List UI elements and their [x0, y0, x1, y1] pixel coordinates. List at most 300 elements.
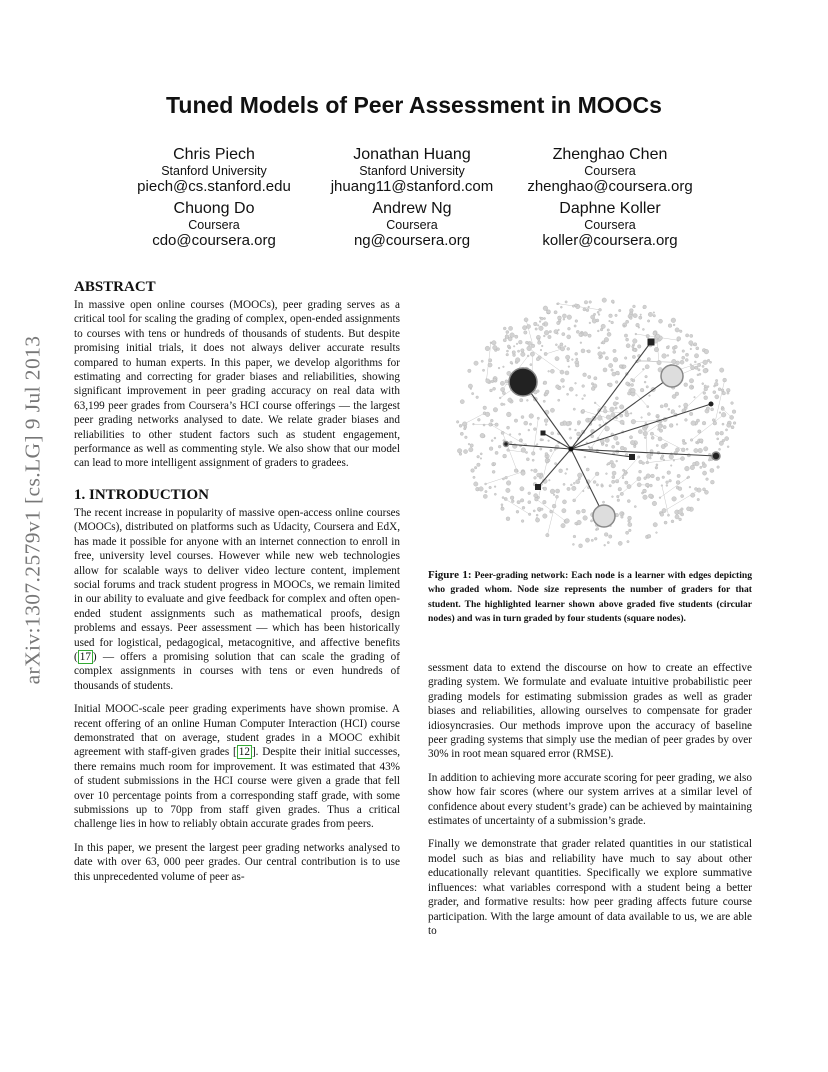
graph-node	[678, 487, 682, 491]
graph-node	[627, 540, 629, 542]
graph-node	[541, 508, 544, 511]
graph-node	[626, 472, 628, 474]
graph-node	[628, 523, 632, 527]
graph-node	[508, 398, 512, 402]
graph-node	[605, 444, 608, 447]
graph-node	[625, 481, 628, 484]
graph-node	[722, 423, 724, 425]
graph-node	[476, 396, 479, 399]
graph-node	[506, 350, 508, 352]
graph-node	[679, 518, 682, 521]
graph-node	[508, 337, 512, 341]
graph-node	[490, 419, 493, 422]
graph-node	[485, 490, 487, 492]
graph-node	[616, 460, 618, 462]
graph-node	[675, 515, 679, 519]
graph-node	[463, 449, 467, 453]
graph-node	[603, 368, 607, 372]
graph-node	[690, 439, 693, 442]
graph-node	[701, 442, 703, 444]
graph-node	[493, 387, 496, 390]
graph-node	[691, 421, 696, 426]
graph-node	[637, 345, 641, 349]
graph-node	[498, 367, 500, 369]
graph-node	[569, 437, 571, 439]
graph-node	[664, 443, 668, 447]
graph-edge	[547, 497, 557, 535]
graph-node	[662, 476, 665, 479]
graph-node	[719, 368, 723, 372]
graph-node	[582, 509, 586, 513]
graph-node	[611, 480, 614, 483]
grader-node	[648, 339, 655, 346]
graph-node	[679, 405, 681, 407]
graph-node	[568, 366, 570, 368]
graph-node	[696, 347, 699, 350]
highlight-edge	[571, 376, 672, 449]
graph-node	[637, 483, 641, 487]
graph-node	[533, 322, 537, 326]
graph-node	[727, 392, 729, 394]
graph-node	[557, 321, 560, 324]
graph-node	[704, 387, 708, 391]
graph-node	[649, 395, 651, 397]
graph-node	[534, 494, 538, 498]
graph-node	[538, 341, 542, 345]
graph-node	[622, 475, 624, 477]
graph-node	[700, 466, 702, 468]
arxiv-identifier-text: arXiv:1307.2579v1 [cs.LG] 9 Jul 2013	[20, 335, 45, 685]
graph-node	[560, 370, 564, 374]
graph-node	[703, 392, 706, 395]
graph-node	[521, 349, 525, 353]
graph-node	[668, 324, 672, 328]
graph-node	[646, 386, 649, 389]
graph-node	[653, 332, 657, 336]
author-email: jhuang11@stanford.com	[330, 178, 494, 195]
graph-node	[582, 385, 585, 388]
graph-node	[676, 424, 678, 426]
graph-node	[690, 465, 695, 470]
graph-node	[600, 328, 603, 331]
graph-node	[671, 520, 674, 523]
graph-node	[562, 333, 565, 336]
graph-node	[550, 510, 553, 513]
graph-node	[503, 327, 506, 330]
graph-node	[558, 399, 560, 401]
graph-node	[678, 510, 683, 515]
graph-node	[681, 495, 684, 498]
graph-node	[671, 318, 676, 323]
graph-edge	[692, 415, 724, 440]
graph-node	[546, 533, 550, 537]
graph-node	[611, 300, 614, 303]
graph-node	[584, 301, 588, 305]
graph-node	[677, 474, 680, 477]
graph-node	[494, 493, 496, 495]
graph-node	[583, 332, 588, 337]
graph-node	[501, 504, 503, 506]
graph-node	[581, 409, 584, 412]
graph-node	[660, 405, 663, 408]
graph-node	[633, 348, 636, 351]
graph-node	[661, 485, 663, 487]
graph-node	[718, 448, 720, 450]
graph-node	[495, 423, 499, 427]
graph-node	[727, 446, 729, 448]
graded-student-node	[712, 452, 720, 460]
graph-node	[501, 431, 504, 434]
graph-node	[499, 397, 501, 399]
graph-node	[624, 357, 627, 360]
graph-node	[685, 353, 688, 356]
intro-text: ) — offers a promising solution that can scale the grading of complex assignments in courses with tens or even hundreds of thousands of students.	[74, 650, 400, 692]
graph-node	[555, 344, 557, 346]
citation-link[interactable]: 12	[238, 746, 250, 759]
graph-edge	[546, 349, 563, 354]
graph-node	[459, 424, 462, 427]
graph-node	[558, 329, 560, 331]
graph-node	[465, 436, 468, 439]
graph-node	[673, 460, 675, 462]
graph-node	[715, 379, 718, 382]
graph-node	[556, 489, 560, 493]
graph-node	[506, 517, 510, 521]
graph-node	[713, 391, 716, 394]
graph-node	[520, 499, 524, 503]
graph-node	[596, 528, 599, 531]
graph-node	[501, 403, 504, 406]
graph-node	[528, 492, 531, 495]
graph-node	[503, 366, 505, 368]
graph-node	[717, 438, 719, 440]
graph-node	[721, 412, 726, 417]
graph-node	[493, 462, 496, 465]
graph-node	[685, 418, 688, 421]
graph-node	[698, 430, 702, 434]
graph-node	[608, 383, 612, 387]
graph-node	[596, 319, 599, 322]
graph-node	[527, 346, 532, 351]
graph-node	[732, 410, 736, 414]
graph-node	[578, 477, 581, 480]
graph-node	[722, 439, 725, 442]
graph-node	[588, 375, 591, 378]
graph-node	[510, 496, 514, 500]
graph-node	[642, 328, 644, 330]
graph-node	[507, 449, 510, 452]
body-paragraph: Finally we demonstrate that grader related quantities in our statistical model such as bias and reliability have much to say about other educationally relevant quantities. Specifically we explore summative influences: what variables correspond with a student being a better grader, and formative results: how peer grading affects future course participation. With the large amount of data available to us, we are able to	[428, 838, 752, 937]
graph-node	[603, 352, 606, 355]
graph-node	[574, 429, 576, 431]
graph-node	[722, 391, 726, 395]
graph-node	[572, 543, 574, 545]
graph-node	[562, 314, 566, 318]
graph-node	[601, 324, 605, 328]
graph-node	[591, 435, 594, 438]
graph-node	[611, 496, 613, 498]
graph-node	[563, 318, 565, 320]
graph-node	[572, 486, 577, 491]
graph-node	[561, 523, 565, 527]
graph-node	[577, 423, 579, 425]
graph-node	[542, 323, 544, 325]
graph-node	[638, 430, 642, 434]
graph-node	[633, 445, 636, 448]
intro-heading: 1. INTRODUCTION	[74, 486, 210, 503]
graph-node	[534, 476, 537, 479]
graph-node	[588, 334, 591, 337]
graph-node	[588, 306, 590, 308]
graph-node	[609, 484, 612, 487]
graph-node	[707, 359, 710, 362]
graph-node	[579, 333, 582, 336]
graph-node	[723, 378, 727, 382]
graph-node	[525, 451, 527, 453]
graph-node	[718, 388, 721, 391]
graph-node	[610, 407, 615, 412]
graph-node	[643, 495, 648, 500]
graph-node	[623, 365, 626, 368]
graph-node	[614, 436, 618, 440]
graph-node	[626, 338, 629, 341]
graph-node	[658, 437, 662, 441]
graph-node	[676, 480, 680, 484]
graph-node	[519, 439, 522, 442]
graph-node	[468, 384, 472, 388]
graph-node	[528, 501, 531, 504]
author-name: Andrew Ng	[372, 200, 452, 217]
graph-node	[685, 334, 688, 337]
graph-node	[470, 444, 473, 447]
graph-node	[686, 448, 688, 450]
graph-node	[671, 410, 675, 414]
graph-node	[480, 453, 482, 455]
graph-node	[575, 382, 577, 384]
graph-node	[717, 466, 720, 469]
graph-node	[616, 495, 619, 498]
graph-node	[565, 519, 570, 524]
graph-node	[517, 500, 520, 503]
graph-node	[586, 468, 589, 471]
graph-node	[651, 474, 655, 478]
graph-node	[667, 354, 669, 356]
author-affiliation: Stanford University	[161, 164, 267, 178]
graph-node	[540, 475, 543, 478]
graph-node	[689, 412, 693, 416]
graph-node	[501, 507, 505, 511]
graph-node	[659, 429, 663, 433]
graph-node	[587, 350, 590, 353]
author-email: ng@coursera.org	[353, 232, 471, 249]
graph-node	[517, 350, 519, 352]
author-name: Chuong Do	[173, 200, 255, 217]
graph-node	[720, 431, 724, 435]
graph-node	[691, 493, 695, 497]
graph-node	[500, 381, 504, 385]
graph-node	[606, 473, 608, 475]
graph-node	[485, 346, 490, 351]
graph-node	[727, 423, 731, 427]
graph-node	[567, 359, 570, 362]
graph-node	[721, 406, 723, 408]
author-6	[500, 200, 720, 250]
graph-node	[657, 360, 661, 364]
graph-node	[626, 382, 630, 386]
graph-node	[645, 375, 648, 378]
graph-node	[479, 487, 484, 492]
author-1	[104, 146, 324, 196]
graph-node	[537, 338, 540, 341]
graph-node	[611, 321, 614, 324]
graph-node	[521, 448, 526, 453]
graph-node	[457, 449, 462, 454]
graph-node	[524, 331, 527, 334]
figure-caption-text: Peer-grading network: Each node is a learner with edges depicting who graded whom. Node size represents the number of graders for that student. The highlighted learner shown above graded five students (circular nodes) and was in turn graded by four students (square nodes).	[428, 570, 753, 624]
intro-text: Initial MOOC-scale peer grading experiments have shown promise. A recent offering of an online Human Computer Interaction (HCI) course demonstrated that on average, student grades in a MOOC exhibit agreement with staff-given grades [	[74, 703, 400, 759]
graph-node	[616, 442, 619, 445]
graph-node	[680, 360, 684, 364]
citation-link[interactable]: 17	[79, 650, 91, 663]
graph-node	[629, 317, 632, 320]
graph-node	[702, 365, 704, 367]
figure-caption	[428, 568, 752, 626]
graph-node	[668, 408, 670, 410]
graph-node	[591, 387, 595, 391]
graph-node	[656, 464, 658, 466]
graph-node	[565, 301, 567, 303]
graph-node	[481, 360, 483, 362]
graph-node	[657, 416, 659, 418]
graph-node	[619, 365, 622, 368]
graph-node	[521, 520, 524, 523]
graph-node	[661, 455, 664, 458]
highlight-edge	[571, 404, 711, 449]
graph-node	[591, 539, 593, 541]
graph-node	[656, 444, 658, 446]
graph-node	[715, 431, 719, 435]
graph-node	[483, 424, 485, 426]
graph-node	[612, 471, 616, 475]
highlight-edge	[538, 449, 571, 487]
graph-node	[612, 475, 615, 478]
graph-node	[548, 440, 550, 442]
graph-node	[511, 500, 514, 503]
graph-node	[704, 385, 707, 388]
intro-text: The recent increase in popularity of massive open-access online courses (MOOCs), distributed on platforms such as Udacity, Coursera and EdX, has made it possible for anyone with an internet connection to enroll in free, university level courses. However while new web technologies allow for scalable ways to deliver video lecture content, implement social forums and track student progress in MOOCs, we remain limited in our ability to evaluate and give feedback for complex and often open-ended student assignments such as mathematical proofs, design problems and essays. Peer assessment — which has been historically used for logistical, pedagogical, metacognitive, and affective benefits (	[74, 506, 400, 663]
graph-node	[488, 363, 492, 367]
graph-node	[706, 407, 709, 410]
graph-node	[731, 402, 734, 405]
graph-node	[483, 494, 487, 498]
graph-node	[567, 315, 572, 320]
grader-node	[629, 454, 635, 460]
graph-node	[682, 350, 685, 353]
graph-node	[608, 363, 612, 367]
graph-node	[562, 500, 566, 504]
graph-node	[618, 309, 621, 312]
graph-node	[690, 366, 694, 370]
graph-node	[639, 316, 642, 319]
graph-node	[594, 537, 597, 540]
graph-node	[557, 303, 559, 305]
graph-node	[645, 365, 649, 369]
graph-node	[597, 416, 602, 421]
graph-node	[650, 453, 653, 456]
graph-node	[562, 509, 566, 513]
graph-node	[646, 461, 649, 464]
graph-node	[544, 352, 547, 355]
graph-node	[652, 501, 657, 506]
intro-paragraph	[74, 506, 400, 693]
graph-node	[617, 499, 620, 502]
graph-node	[488, 359, 491, 362]
graph-node	[695, 366, 698, 369]
graph-node	[526, 458, 529, 461]
graph-node	[574, 325, 576, 327]
graph-node	[549, 330, 551, 332]
graph-node	[571, 359, 573, 361]
graph-node	[575, 320, 578, 323]
graph-node	[562, 386, 564, 388]
graph-node	[477, 463, 481, 467]
graph-node	[606, 415, 611, 420]
graph-node	[658, 424, 662, 428]
graph-node	[514, 419, 517, 422]
graph-node	[501, 387, 505, 391]
graph-node	[715, 395, 719, 399]
graph-node	[594, 377, 597, 380]
graph-node	[599, 308, 602, 311]
graph-node	[544, 330, 549, 335]
graph-node	[689, 379, 693, 383]
graph-node	[685, 466, 690, 471]
graph-node	[689, 486, 691, 488]
graph-node	[543, 514, 548, 519]
graph-node	[474, 361, 478, 365]
graph-node	[582, 398, 584, 400]
graph-node	[493, 345, 498, 350]
graph-node	[682, 356, 685, 359]
graph-node	[702, 488, 705, 491]
graph-node	[521, 352, 526, 357]
graph-node	[633, 339, 638, 344]
graph-node	[675, 328, 679, 332]
graph-node	[647, 358, 650, 361]
graph-node	[480, 433, 485, 438]
graph-node	[608, 535, 611, 538]
graph-node	[641, 417, 643, 419]
graph-node	[613, 357, 618, 362]
graph-node	[683, 442, 686, 445]
graph-node	[531, 344, 535, 348]
graph-node	[563, 483, 565, 485]
graph-node	[689, 341, 693, 345]
graph-node	[726, 388, 730, 392]
graph-node	[620, 414, 623, 417]
intro-paragraph	[74, 702, 400, 832]
graph-node	[573, 408, 575, 410]
graph-node	[604, 544, 606, 546]
graph-node	[699, 373, 701, 375]
graph-node	[498, 445, 501, 448]
graph-node	[633, 305, 636, 308]
graph-node	[556, 385, 560, 389]
graph-node	[503, 454, 507, 458]
graph-node	[473, 476, 475, 478]
graph-node	[597, 437, 599, 439]
graph-node	[533, 469, 537, 473]
